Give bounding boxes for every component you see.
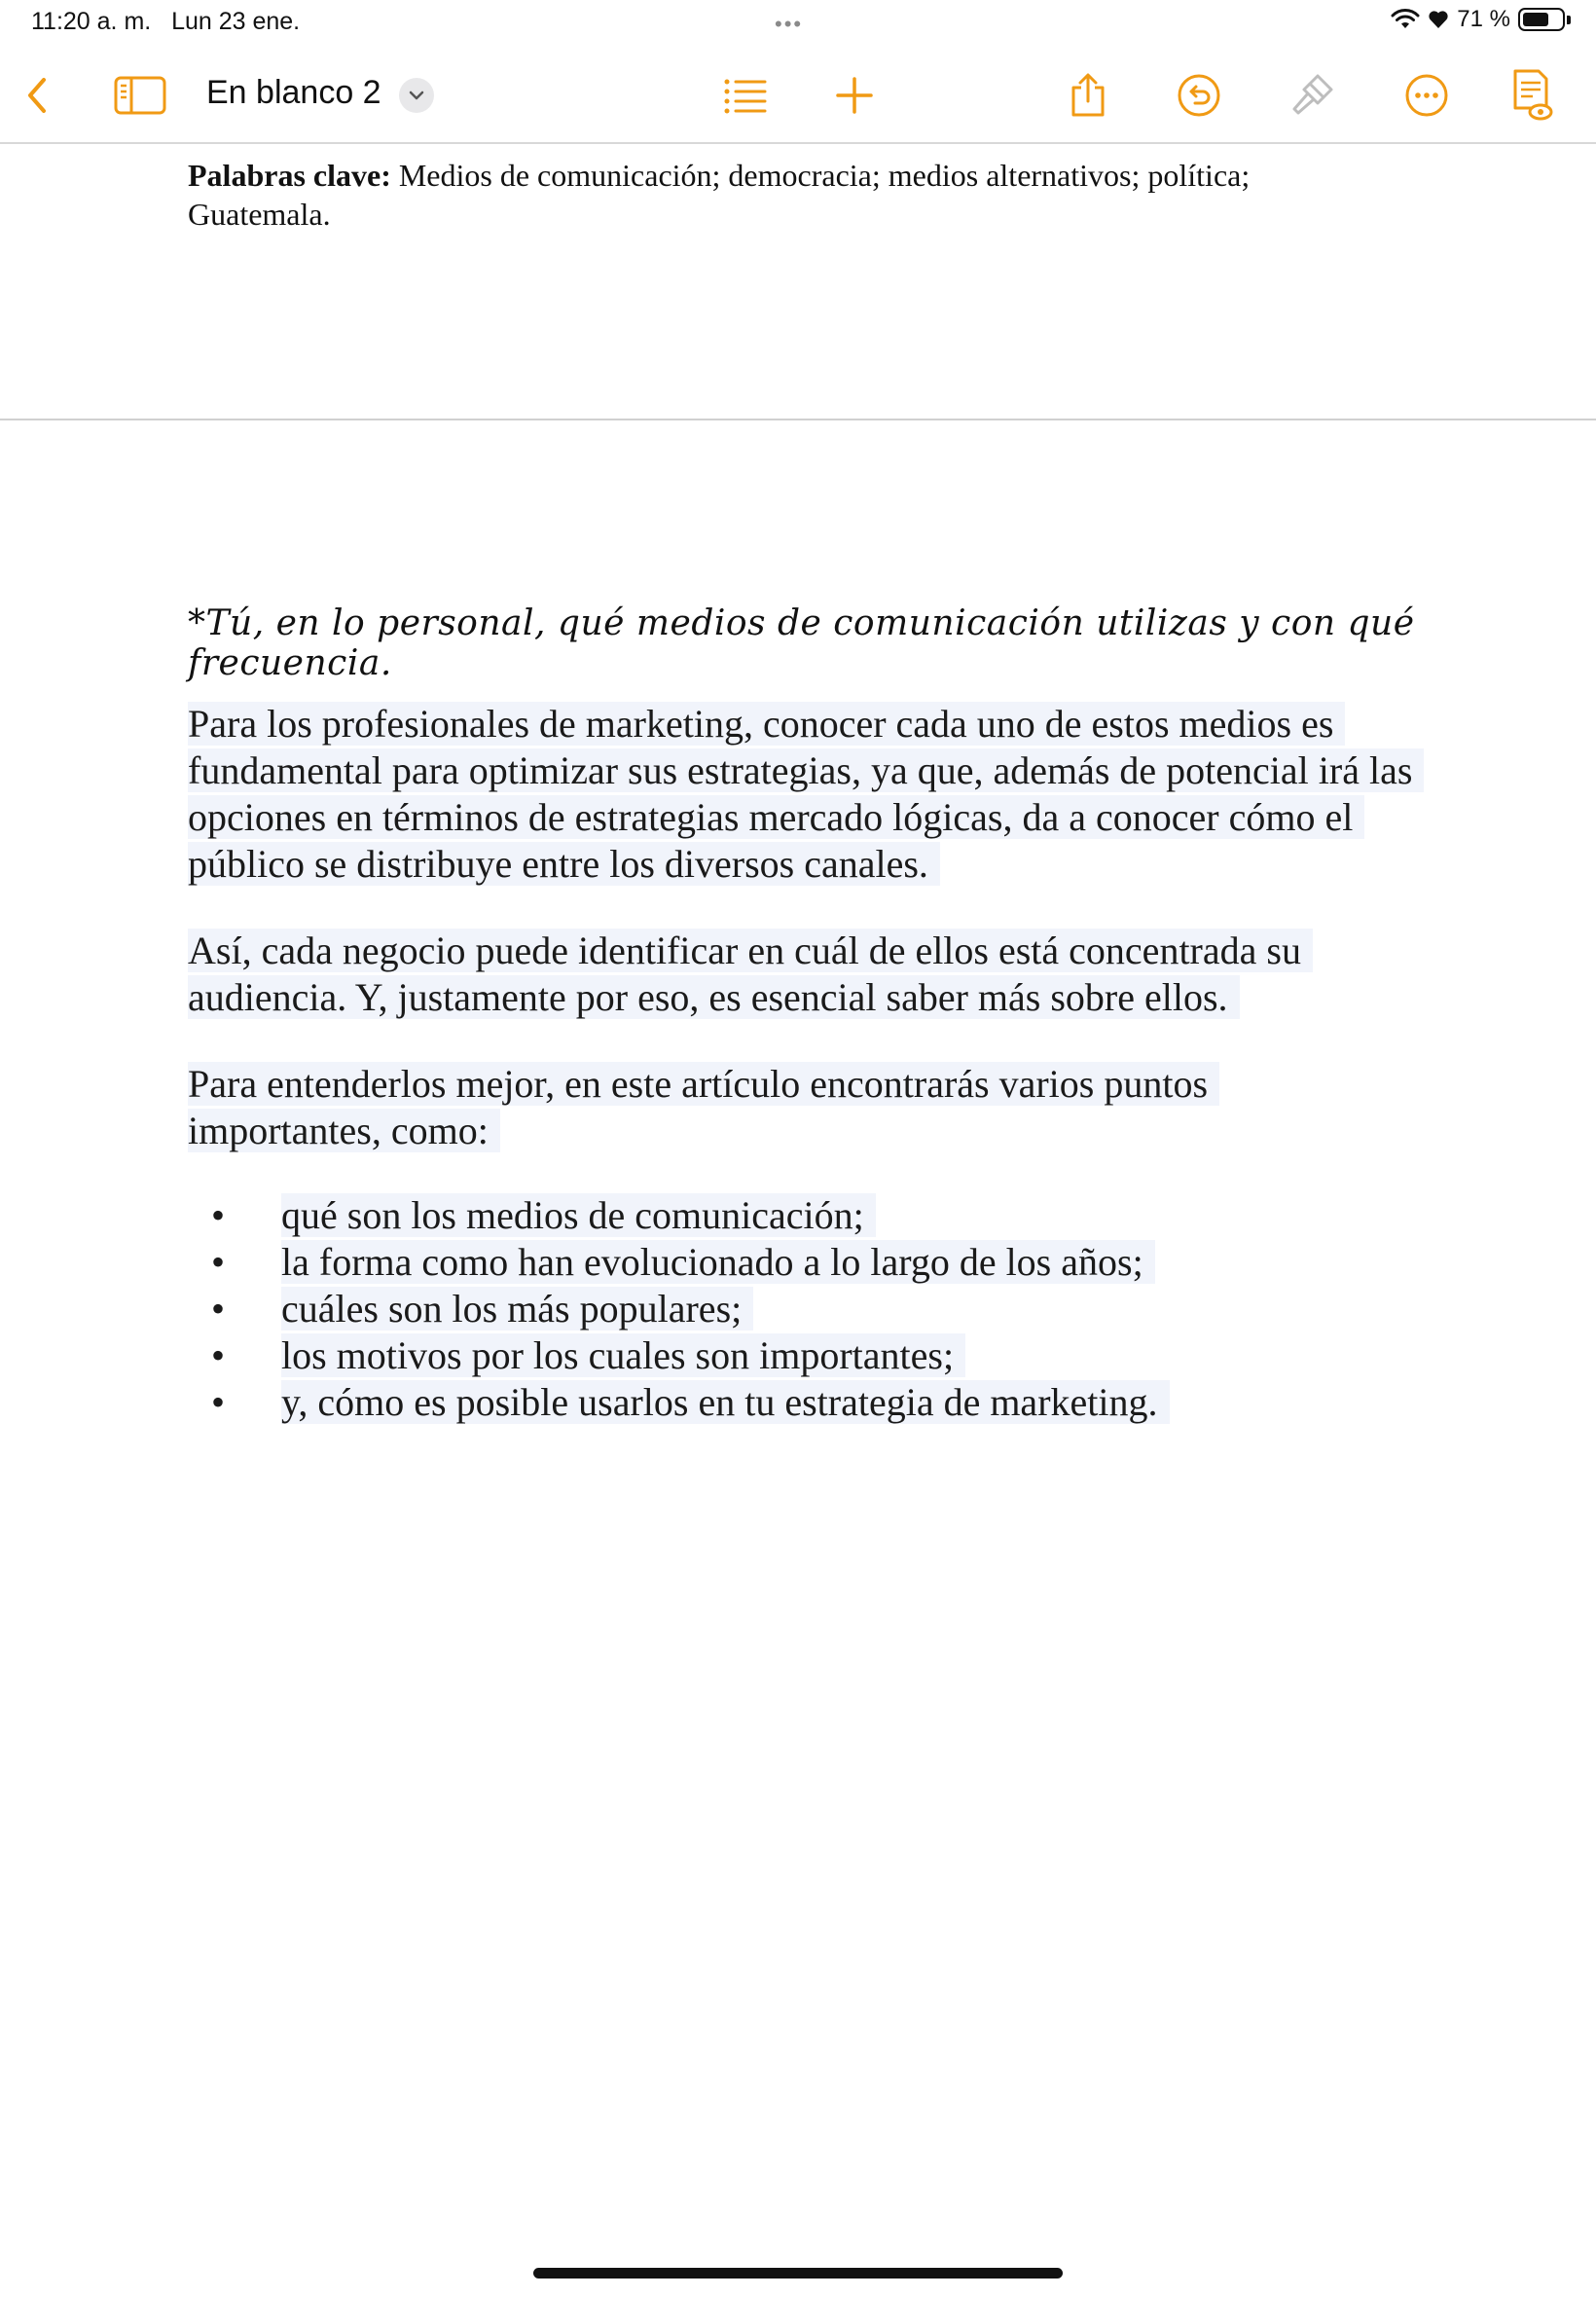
bullet-icon: •: [211, 1193, 226, 1237]
more-icon: [1403, 72, 1450, 119]
share-button[interactable]: [1061, 68, 1115, 123]
keywords-label: Palabras clave:: [188, 158, 391, 193]
home-indicator[interactable]: [533, 2268, 1063, 2279]
list-item[interactable]: [188, 1379, 1170, 1426]
paragraph-1-text: Para los profesionales de marketing, conocer cada uno de estos medios es fundamental para optimizar sus estrategias, ya que, además de potencial irá las opciones en términos de estrategias mercado lógicas, da a conocer cómo el público se distribuye entre los diversos canales.: [188, 702, 1424, 886]
list-item-text: cuáles son los más populares;: [281, 1287, 753, 1331]
list-item[interactable]: [188, 1332, 1170, 1379]
bullet-icon: •: [211, 1380, 226, 1424]
document-canvas[interactable]: [0, 146, 1596, 2297]
bullet-icon: •: [211, 1240, 226, 1284]
list-format-button[interactable]: [718, 68, 773, 123]
share-icon: [1068, 72, 1108, 119]
bullet-icon: •: [211, 1333, 226, 1377]
status-clock: 11:20 a. m.: [31, 8, 152, 35]
status-bar: [0, 0, 1596, 47]
list-item-text: la forma como han evolucionado a lo largo de los años;: [281, 1240, 1155, 1284]
status-time: [31, 8, 300, 36]
sidebar-icon: [114, 76, 166, 115]
list-item[interactable]: [188, 1239, 1170, 1286]
document-title[interactable]: En blanco 2: [206, 74, 381, 111]
paragraph-3[interactable]: [188, 1061, 1297, 1154]
battery-percent: 71 %: [1457, 6, 1510, 32]
paragraph-2-text: Así, cada negocio puede identificar en cuál de ellos está concentrada su audiencia. Y, justamente por eso, es esencial saber más sobre ellos.: [188, 929, 1313, 1019]
bulleted-list[interactable]: [188, 1192, 1170, 1426]
list-item-text: qué son los medios de comunicación;: [281, 1193, 876, 1237]
wifi-icon: [1391, 8, 1420, 31]
list-item-text: y, cómo es posible usarlos en tu estrategia de marketing.: [281, 1380, 1170, 1424]
keywords-text: Medios de comunicación; democracia; medios alternativos; política; Guatemala.: [188, 158, 1251, 232]
paragraph-2[interactable]: [188, 928, 1404, 1021]
undo-icon: [1176, 72, 1222, 119]
status-indicators: [1391, 6, 1571, 33]
document-view-button[interactable]: [1505, 68, 1559, 123]
toolbar: [0, 47, 1596, 144]
plus-icon: [834, 75, 875, 116]
paragraph-3-text: Para entenderlos mejor, en este artículo encontrarás varios puntos importantes, como:: [188, 1062, 1219, 1152]
list-item[interactable]: [188, 1192, 1170, 1239]
insert-button[interactable]: [827, 68, 882, 123]
list-item-text: los motivos por los cuales son importantes;: [281, 1333, 965, 1377]
document-view-icon: [1509, 69, 1554, 122]
heart-icon: [1428, 9, 1449, 30]
keywords-paragraph[interactable]: [188, 156, 1375, 234]
status-date: Lun 23 ene.: [171, 8, 301, 35]
list-item[interactable]: [188, 1286, 1170, 1332]
bulleted-list-icon: [722, 76, 769, 115]
undo-button[interactable]: [1172, 68, 1226, 123]
paragraph-1[interactable]: [188, 701, 1424, 888]
back-button[interactable]: [10, 68, 64, 123]
paintbrush-icon: [1288, 72, 1335, 119]
question-line[interactable]: *Tú, en lo personal, qué medios de comunicación utilizas y con qué frecuencia.: [188, 603, 1415, 683]
multitasking-dots-icon[interactable]: •••: [775, 12, 804, 36]
title-menu-button[interactable]: [399, 78, 434, 113]
page-break-divider: [0, 419, 1596, 420]
more-button[interactable]: [1399, 68, 1454, 123]
battery-icon: [1518, 8, 1565, 31]
bullet-icon: •: [211, 1287, 226, 1331]
sidebar-toggle-button[interactable]: [113, 68, 167, 123]
chevron-down-icon: [408, 90, 425, 101]
chevron-left-icon: [22, 76, 52, 115]
format-button[interactable]: [1285, 68, 1339, 123]
